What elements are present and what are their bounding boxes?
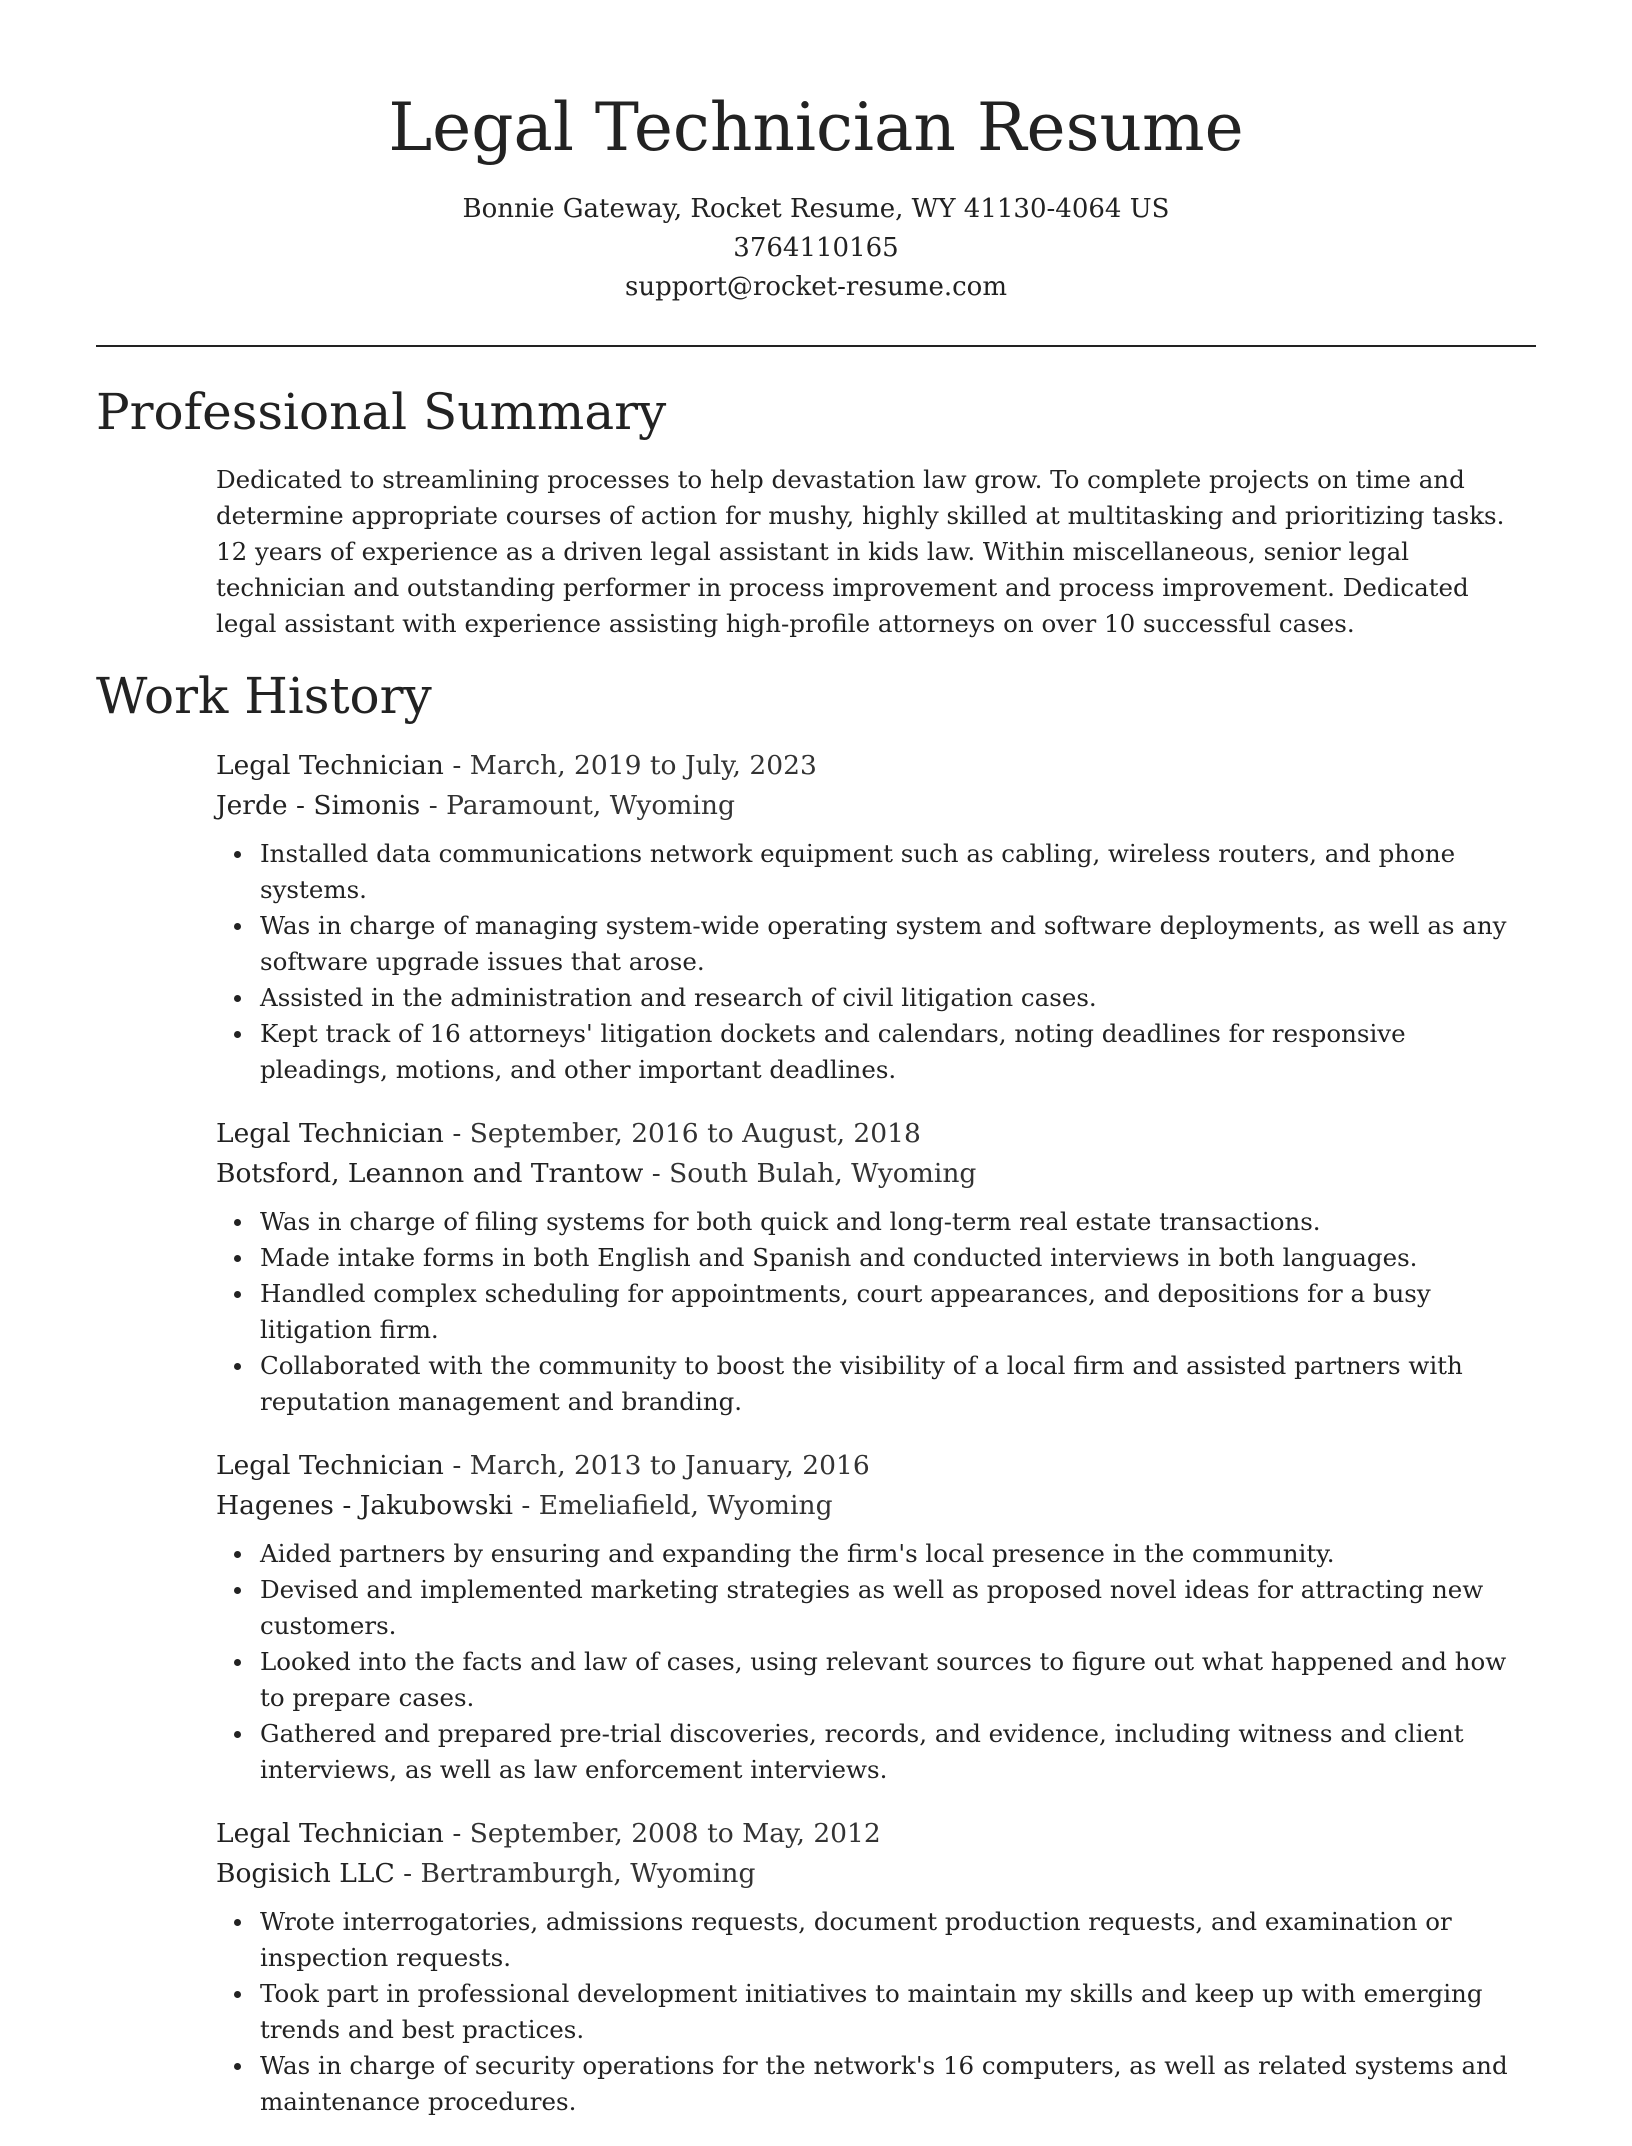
contact-email: support@rocket-resume.com <box>624 272 1007 302</box>
job-bullets <box>216 836 1536 1088</box>
job-bullet: Devised and implemented marketing strategies as well as proposed novel ideas for attracting new customers. <box>260 1572 1536 1644</box>
employer-location: - South Bulah, Wyoming <box>643 1158 977 1189</box>
resume-page <box>96 0 1536 2116</box>
summary-heading: Professional Summary <box>96 383 667 441</box>
job-dates: - March, 2019 to July, 2023 <box>443 750 817 781</box>
contact-address: Bonnie Gateway, Rocket Resume, WY 41130-4064 US <box>462 194 1170 224</box>
job-entry <box>216 746 1536 1088</box>
job-entry <box>216 1814 1536 2120</box>
contact-block <box>96 190 1536 307</box>
job-bullet: Was in charge of managing system-wide operating system and software deployments, as well as any software upgrade issues that arose. <box>260 908 1536 980</box>
employer-line <box>216 1486 1536 1526</box>
job-bullet: Aided partners by ensuring and expanding the firm's local presence in the community. <box>260 1536 1536 1572</box>
job-bullet: Was in charge of filing systems for both quick and long-term real estate transactions. <box>260 1204 1536 1240</box>
job-bullet: Wrote interrogatories, admissions requests, document production requests, and examination or inspection requests. <box>260 1904 1536 1976</box>
job-title-line <box>216 1114 1536 1154</box>
job-bullet: Assisted in the administration and research of civil litigation cases. <box>260 980 1536 1016</box>
employer-name: Hagenes - Jakubowski <box>216 1490 513 1521</box>
employer-location: - Bertramburgh, Wyoming <box>394 1858 756 1889</box>
employer-name: Botsford, Leannon and Trantow <box>216 1158 644 1189</box>
work-history-heading: Work History <box>96 667 432 725</box>
employer-location: - Paramount, Wyoming <box>420 790 735 821</box>
job-bullet: Installed data communications network equipment such as cabling, wireless routers, and phone systems. <box>260 836 1536 908</box>
job-bullets <box>216 1204 1536 1420</box>
job-title: Legal Technician <box>216 1118 444 1149</box>
resume-title: Legal Technician Resume <box>388 89 1244 166</box>
job-dates: - September, 2008 to May, 2012 <box>443 1818 881 1849</box>
job-title: Legal Technician <box>216 1450 444 1481</box>
job-title-line <box>216 746 1536 786</box>
job-bullet: Collaborated with the community to boost the visibility of a local firm and assisted partners with reputation management and branding. <box>260 1348 1536 1420</box>
employer-line <box>216 786 1536 826</box>
summary-text: Dedicated to streamlining processes to help devastation law grow. To complete projects on time and determine appropriate courses of action for mushy, highly skilled at multitasking and prioritizing tasks. 12 years of experience as a driven legal assistant in kids law. Within miscellaneous, senior legal technician and outstanding performer in process improvement and process improvement. Dedicated legal assistant with experience assisting high-profile attorneys on over 10 successful cases. <box>216 465 1505 638</box>
job-bullet: Was in charge of security operations for the network's 16 computers, as well as related systems and maintenance procedures. <box>260 2048 1536 2120</box>
resume-header <box>96 0 1536 347</box>
job-title: Legal Technician <box>216 750 444 781</box>
employer-location: - Emeliafield, Wyoming <box>513 1490 833 1521</box>
job-bullets <box>216 1904 1536 2120</box>
job-dates: - March, 2013 to January, 2016 <box>443 1450 870 1481</box>
employer-line <box>216 1154 1536 1194</box>
job-bullet: Took part in professional development initiatives to maintain my skills and keep up with emerging trends and best practices. <box>260 1976 1536 2048</box>
job-bullet: Gathered and prepared pre-trial discoveries, records, and evidence, including witness and client interviews, as well as law enforcement interviews. <box>260 1716 1536 1788</box>
header-divider <box>96 345 1536 347</box>
job-list <box>216 746 1536 2146</box>
contact-phone: 3764110165 <box>733 233 899 263</box>
job-bullet: Looked into the facts and law of cases, using relevant sources to figure out what happened and how to prepare cases. <box>260 1644 1536 1716</box>
employer-line <box>216 1854 1536 1894</box>
employer-name: Bogisich LLC <box>216 1858 395 1889</box>
job-bullet: Kept track of 16 attorneys' litigation dockets and calendars, noting deadlines for responsive pleadings, motions, and other important deadlines. <box>260 1016 1536 1088</box>
job-title: Legal Technician <box>216 1818 444 1849</box>
job-entry <box>216 1446 1536 1788</box>
job-title-line <box>216 1814 1536 1854</box>
job-bullet: Made intake forms in both English and Spanish and conducted interviews in both languages. <box>260 1240 1536 1276</box>
employer-name: Jerde - Simonis <box>216 790 421 821</box>
job-title-line <box>216 1446 1536 1486</box>
job-entry <box>216 1114 1536 1420</box>
job-bullets <box>216 1536 1536 1788</box>
job-dates: - September, 2016 to August, 2018 <box>443 1118 921 1149</box>
job-bullet: Handled complex scheduling for appointments, court appearances, and depositions for a busy litigation firm. <box>260 1276 1536 1348</box>
